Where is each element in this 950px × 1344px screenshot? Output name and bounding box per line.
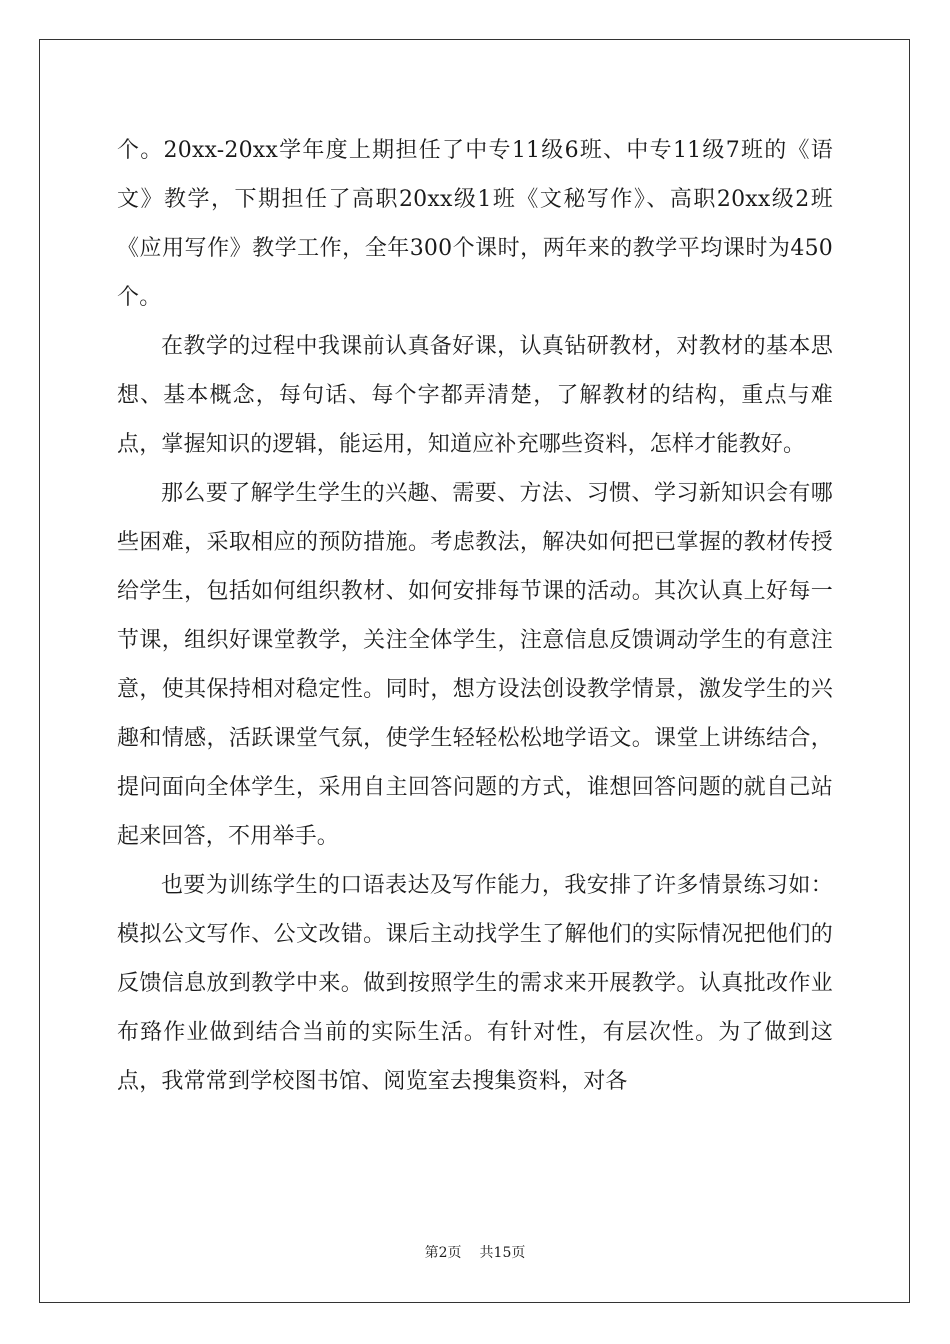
paragraph-4: 也要为训练学生的口语表达及写作能力，我安排了许多情景练习如：模拟公文写作、公文改错。课后主动找学生了解他们的实际情况把他们的反馈信息放到教学中来。做到按照学生的需求来开展教学。认真批改作业布臵作业做到结合当前的实际生活。有针对性，有层次性。为了做到这点，我常常到学校图书馆、阅览室去搜集资料，对各	[117, 873, 833, 1094]
page-footer	[0, 1244, 950, 1262]
paragraph-1: 个。20xx-20xx学年度上期担任了中专11级6班、中专11级7班的《语文》教学，下期担任了高职20xx级1班《文秘写作》、高职20xx级2班《应用写作》教学工作，全年300个课时，两年来的教学平均课时为450个。	[117, 138, 833, 310]
paragraph-3: 那么要了解学生学生的兴趣、需要、方法、习惯、学习新知识会有哪些困难，采取相应的预防措施。考虑教法，解决如何把已掌握的教材传授给学生，包括如何组织教材、如何安排每节课的活动。其次认真上好每一节课，组织好课堂教学，关注全体学生，注意信息反馈调动学生的有意注意，使其保持相对稳定性。同时，想方设法创设教学情景，激发学生的兴趣和情感，活跃课堂气氛，使学生轻轻松松地学语文。课堂上讲练结合，提问面向全体学生，采用自主回答问题的方式，谁想回答问题的就自己站起来回答，不用举手。	[117, 481, 833, 849]
page-total: 共15页	[479, 1245, 526, 1261]
paragraph-2: 在教学的过程中我课前认真备好课，认真钻研教材，对教材的基本思想、基本概念，每句话、每个字都弄清楚，了解教材的结构，重点与难点，掌握知识的逻辑，能运用，知道应补充哪些资料，怎样才能教好。	[117, 334, 833, 457]
page-number: 第2页	[424, 1245, 462, 1261]
document-body	[117, 126, 833, 1106]
